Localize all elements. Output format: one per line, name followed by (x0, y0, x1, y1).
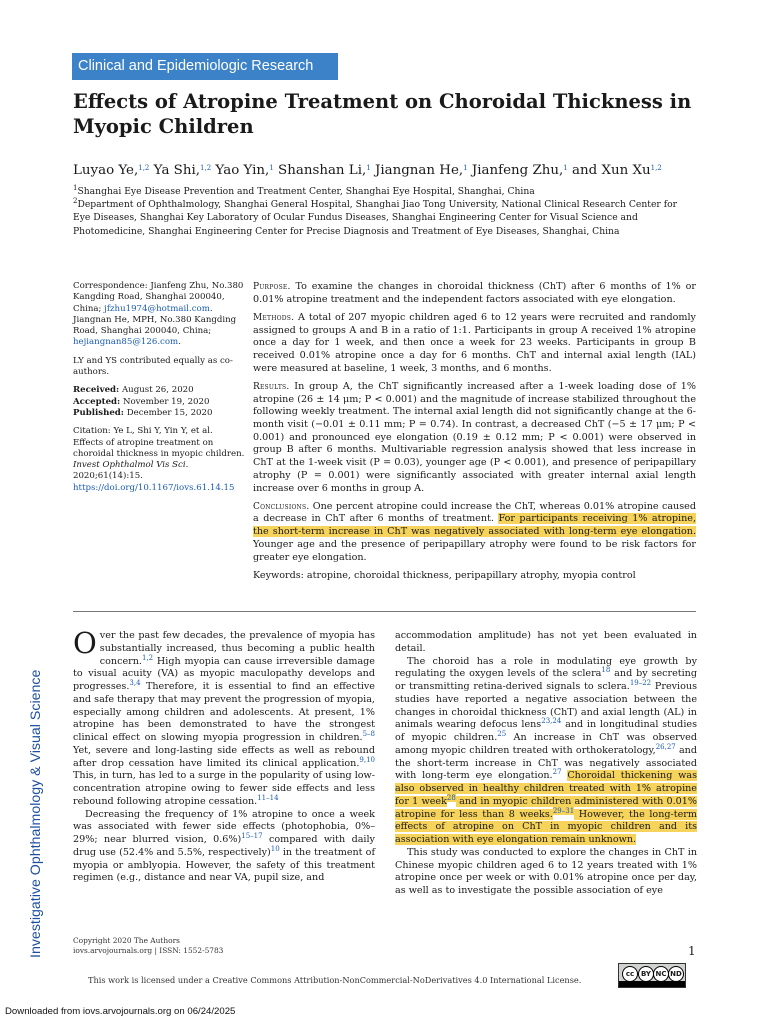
citation-ref[interactable]: 26,27 (655, 742, 676, 751)
affiliation-ref[interactable]: 1,2 (200, 164, 212, 172)
citation-ref[interactable]: 3,4 (129, 679, 141, 687)
creative-commons-badge[interactable] (618, 963, 686, 988)
body-paragraph: accommodation amplitude) has not yet been evaluated in detail. (395, 630, 697, 654)
citation-ref[interactable]: 11–14 (257, 793, 279, 802)
body-paragraph: The choroid has a role in modulating eye growth by regulating the oxygen levels of the sclera$^{18}$ and by secreting or transmitting retina-derived signals to sclera.$^{19-22}$ Previous studies have reported a negative association between the changes in choroidal thickness (ChT) and axial length (AL) in animals wearing defocus lens$^{23,24}$ and in longitudinal studies of myopic children.$^{25}$ An increase in ChT was observed among myopic children treated with orthokeratology,$^{26,27}$ and the short-term increase in ChT was negatively associated with long-term eye elongation.$^{27}$ Choroidal thickening was also observed in healthy children treated with 1% atropine for 1 week$^{28}$ and in myopic children administered with 0.01% atropine for less than 8 weeks.$^{29-31}$ However, the long-term effects of atropine on ChT in myopic children and its association with eye elongation remain unknown. (395, 655, 698, 845)
affiliations (73, 185, 695, 238)
body-paragraph: O ver the past few decades, the prevalence of myopia has substantially increased, thus becoming a public health concern.$^{1,2}$ High myopia can cause irreversible damage to visual acuity (VA) as myopic maculopathy develops and progresses.$^{3,4}$ Therefore, it is essential to find an effective and safe therapy that may prevent the progression of myopia, especially among children and adolescents. At present, 1% atropine has been demonstrated to have the strongest clinical effect on slowing myopia progression in children.$^{5-8}$ Yet, severe and long-lasting side effects as well as rebound after drop cessation have limited its clinical application.$^{9,10}$ This, in turn, has led to a surge in the popularity of using low-concentration atropine owing to fewer side effects and less rebound following atropine cessation.$^{11-14}$ (73, 626, 375, 807)
affiliation-ref[interactable]: 1 (463, 164, 468, 172)
author-list (73, 161, 713, 181)
highlighted-text: Choroidal thickening was also observed in healthy children treated with 1% atropine for 1 week (395, 770, 697, 807)
correspondence: Correspondence: Jianfeng Zhu, No.380 Kangding Road, Shanghai 200040, China; jfzhu1974@hotmail.com. Jiangnan He, MPH, No.380 Kangding Road, Shanghai 200040, China; hejiangnan85@126.com. (73, 281, 244, 348)
abstract-purpose: Purpose. To examine the changes in choroidal thickness (ChT) after 6 months of 1% or 0.01% atropine treatment and the independent factors associated with eye elongation. (253, 281, 696, 305)
citation-ref[interactable]: 15–17 (241, 832, 263, 840)
affiliation-ref[interactable]: 1 (366, 164, 371, 172)
citation-ref[interactable]: 1,2 (141, 653, 154, 662)
highlighted-text: However, the long-term effects of atropine on ChT in myopic children and its association with eye elongation remain unknown. (395, 808, 697, 845)
affiliation-ref[interactable]: 1 (269, 164, 274, 172)
dates: Received: August 26, 2020 Accepted: November 19, 2020 Published: December 15, 2020 (73, 385, 213, 418)
body-column-left (73, 626, 375, 885)
author-name: Shanshan Li, (273, 163, 367, 178)
citation-ref[interactable]: 25 (497, 730, 507, 738)
author-name: Ya Shi, (149, 163, 201, 178)
author-name: Jianfeng Zhu, (467, 163, 564, 178)
cc-icon: cc (622, 966, 638, 982)
citation-ref[interactable]: 23,24 (541, 717, 562, 726)
contribution-note: LY and YS contributed equally as co-authors. (73, 355, 233, 378)
affiliation-ref[interactable]: 1,2 (650, 164, 662, 172)
citation-ref[interactable]: 18 (601, 666, 611, 675)
divider (73, 611, 696, 612)
page-number: 1 (688, 944, 696, 958)
download-note: Downloaded from iovs.arvojournals.org on 06/24/2025 (5, 1006, 236, 1017)
abstract-methods: Methods. A total of 207 myopic children aged 6 to 12 years were recruited and randomly assigned to groups A and B in a ratio of 1:1. Participants in group A received 1% atropine once a day for 1 week, and then once a week for 23 weeks. Participants in group B received 0.01% atropine once a day for 6 months. ChT and internal axial length (IAL) were measured at baseline, 1 week, 3 months, and 6 months. (253, 311, 696, 374)
section-banner (72, 53, 338, 80)
citation-ref[interactable]: 10 (270, 844, 280, 853)
citation: Citation: Ye L, Shi Y, Yin Y, et al. Effects of atropine treatment on choroidal thickness in myopic children. Invest Ophthalmol Vis Sci. 2020;61(14):15. https://doi.org/10.1167/iovs.61.14.15 (73, 426, 245, 493)
author-name: Yao Yin, (211, 163, 270, 178)
citation-ref[interactable]: 9,10 (359, 755, 375, 764)
citation-ref[interactable]: 19–22 (629, 679, 652, 687)
abstract-results: Results. In group A, the ChT significantly increased after a 1-week loading dose of 1% atropine (26 ± 14 μm; P < 0.001) and the magnitude of increase stabilized throughout the following weekly treatment. The internal axial length did not significantly change at the 6-month visit (−0.01 ± 0.11 mm; P = 0.74). In contrast, a decreased ChT (−5 ± 17 μm; P < 0.001) and pronounced eye elongation (0.19 ± 0.12 mm; P < 0.001) were observed in group B after 6 months. Multivariable regression analysis showed that less increase in ChT at the 1-week visit (P = 0.03), younger age (P < 0.001), and presence of peripapillary atrophy (P = 0.001) were significantly associated with greater internal axial length increase over 6 months in group A. (253, 380, 696, 494)
doi-link[interactable]: https://doi.org/10.1167/iovs.61.14.15 (73, 482, 235, 493)
citation-ref[interactable]: 29–31 (552, 806, 575, 815)
affiliation-ref[interactable]: 1 (563, 164, 568, 172)
body-column-right (395, 630, 697, 898)
citation-ref[interactable]: 28 (446, 793, 456, 802)
license-text: This work is licensed under a Creative Commons Attribution-NonCommercial-NoDerivatives 4.0 International License. (88, 975, 582, 985)
article-title: Effects of Atropine Treatment on Choroidal Thickness in Myopic Children (73, 90, 692, 138)
citation-ref[interactable]: 27 (552, 768, 562, 777)
author-name: and Xun Xu (567, 163, 651, 178)
citation-ref[interactable]: 5–8 (362, 730, 375, 738)
journal-url: iovs.arvojournals.org | ISSN: 1552-5783 (73, 946, 224, 955)
author-name: Jiangnan He, (370, 163, 464, 178)
email-link[interactable]: jfzhu1974@hotmail.com (104, 303, 210, 314)
abstract-conclusions: Conclusions. One percent atropine could increase the ChT, whereas 0.01% atropine caused a decrease in ChT after 6 months of treatment. For participants receiving 1% atropine, the short-term increase in ChT was negatively associated with long-term eye elongation. Younger age and the presence of peripapillary atrophy were found to be risk factors for greater eye elongation. (253, 500, 696, 563)
body-paragraph: This study was conducted to explore the changes in ChT in Chinese myopic children aged 6 to 12 years treated with 1% atropine once per week or with 0.01% atropine once per day, as well as to investigate the possible association of eye (395, 846, 697, 896)
nc-icon: NC (653, 966, 669, 982)
nd-icon: ND (668, 966, 684, 982)
body-paragraph: Decreasing the frequency of 1% atropine to once a week was associated with fewer side effects (photophobia, 0%–29%; near blurred vision, 0.6%)$^{15-17}$ compared with daily drug use (52.4% and 5.5%, respectively)$^{10}$ in the treatment of myopia or amblyopia. However, the safety of this treatment regimen (e.g., distance and near VA, pupil size, and (73, 808, 375, 884)
keywords: Keywords: atropine, choroidal thickness, peripapillary atrophy, myopia control (253, 569, 636, 581)
section-banner-label: Clinical and Epidemiologic Research (78, 58, 314, 74)
copyright: Copyright 2020 The Authors iovs.arvojournals.org | ISSN: 1552-5783 (73, 936, 224, 955)
affiliation: $^1$Shanghai Eye Disease Prevention and Treatment Center, Shanghai Eye Hospital, Shanghai, China (73, 184, 535, 197)
affiliation: $^2$Department of Ophthalmology, Shanghai General Hospital, Shanghai Jiao Tong University, National Clinical Research Center for Eye Diseases, Shanghai Key Laboratory of Ocular Fundus Diseases, Shanghai Engineering Center for Visual Science and Photomedicine, Shanghai Engineering Center for Precise Diagnosis and Treatment of Eye Diseases, Shanghai, China (73, 197, 678, 237)
abstract (253, 281, 696, 588)
by-icon: BY (638, 966, 654, 982)
highlighted-text: and in myopic children administered with 0.01% atropine for less than 8 weeks. (395, 795, 697, 820)
affiliation-ref[interactable]: 1,2 (138, 164, 150, 172)
journal-name-vertical: Investigative Ophthalmology & Visual Science (28, 669, 44, 958)
email-link[interactable]: hejiangnan85@126.com (73, 337, 179, 348)
author-name: Luyao Ye, (73, 163, 139, 178)
highlighted-text: For participants receiving 1% atropine, the short-term increase in ChT was negatively associated with long-term eye elongation. (253, 513, 696, 538)
drop-cap: O (73, 626, 97, 660)
article-info-sidebar (73, 281, 245, 501)
